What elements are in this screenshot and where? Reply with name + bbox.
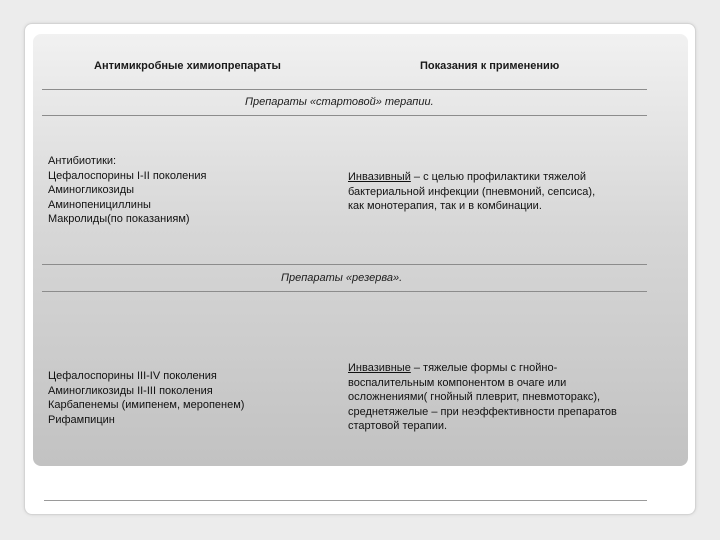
drug-list-item: Аминопенициллины [48, 198, 151, 211]
indication-line: бактериальной инфекции (пневмоний, сепсиса), [348, 185, 596, 198]
column-header-drugs: Антимикробные химиопрепараты [94, 60, 281, 72]
indication-line: Инвазивный – с целью профилактики тяжелой [348, 171, 586, 183]
drug-list-item: Карбапенемы (имипенем, меропенем) [48, 399, 245, 411]
divider-line [42, 291, 647, 292]
drug-list-starting [48, 154, 206, 227]
indication-line: как монотерапия, так и в комбинации. [348, 200, 542, 212]
section-title-starting: Препараты «стартовой» терапии. [245, 96, 434, 108]
drug-list-item: Цефалоспорины I-II поколения [48, 169, 207, 182]
drug-list-item: Макролиды(по показаниям) [48, 213, 190, 225]
divider-line [42, 264, 647, 265]
drug-list-item: Аминогликозиды II-III поколения [48, 384, 213, 397]
footer-divider [44, 500, 647, 501]
drug-list-item: Рифампицин [48, 413, 115, 426]
divider-line [42, 115, 647, 116]
drug-list-item: Аминогликозиды [48, 184, 135, 196]
section-title-reserve: Препараты «резерва». [281, 272, 403, 284]
indication-reserve [348, 361, 617, 434]
indication-line: осложнениями( гнойный плеврит, пневмоторакс), [348, 391, 601, 403]
column-header-indications: Показания к применению [420, 60, 560, 72]
indication-line: Инвазивные – тяжелые формы с гнойно- [348, 362, 558, 374]
drug-list-item: Цефалоспорины III-IV поколения [48, 370, 217, 382]
drug-list-reserve [48, 369, 244, 427]
drug-list-item: Антибиотики: [48, 155, 117, 167]
divider-line [42, 89, 647, 90]
indication-term: Инвазивный [348, 171, 411, 183]
indication-line: воспалительным компонентом в очаге или [348, 376, 567, 389]
indication-line: стартовой терапии. [348, 420, 448, 432]
indication-line: среднетяжелые – при неэффективности препаратов [348, 405, 617, 418]
indication-term: Инвазивные [348, 362, 411, 374]
indication-starting [348, 170, 595, 214]
